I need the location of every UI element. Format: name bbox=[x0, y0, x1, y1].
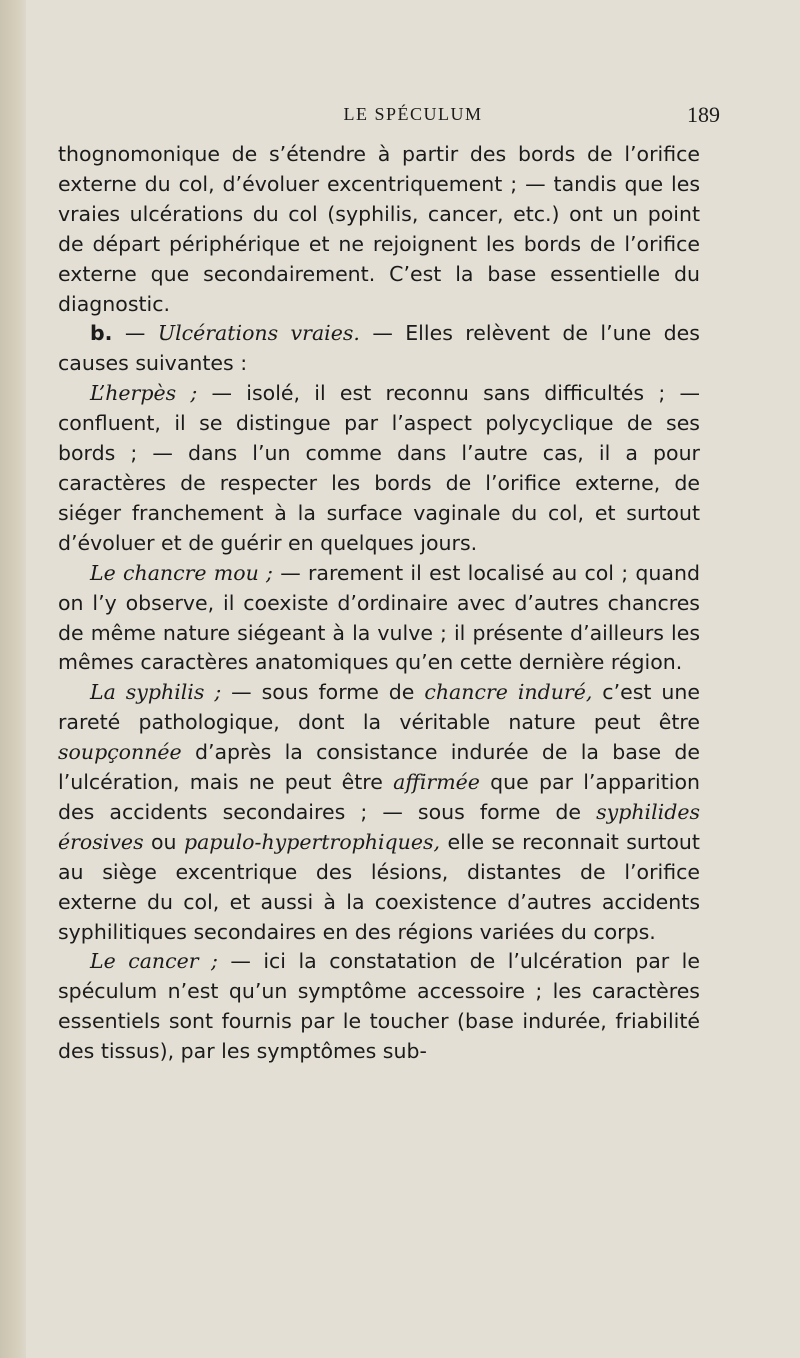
paragraph-text: thognomonique de s’étendre à partir des bords de l’orifice externe du col, d’évoluer excentriquement ; — tandis que les vraies ulcérations du col (syphilis, cancer, etc.) ont un point de départ périphérique et ne rejoignent les bords de l’orifice externe que secondairement. C’est la base essentielle du diagnostic. bbox=[58, 142, 700, 316]
page-gutter-shadow bbox=[0, 0, 26, 1358]
paragraph-text: — sous forme de bbox=[231, 680, 415, 705]
paragraph-lead: Le cancer ; bbox=[90, 949, 218, 974]
italic-term: soupçonnée bbox=[58, 740, 182, 765]
paragraph-text: elle se reconnait surtout au siège excentrique des lésions, distantes de l’orifice externe du col, et aussi à la coexistence d’autres accidents syphilitiques secondaires en des régions variées du corps. bbox=[58, 829, 700, 944]
paragraph-text: ou bbox=[151, 829, 177, 854]
paragraph-chancre-mou bbox=[58, 559, 700, 679]
paragraph-text: — Elles relèvent de l’une des causes suivantes : bbox=[58, 321, 700, 376]
running-title: LE SPÉCULUM bbox=[343, 104, 483, 124]
italic-term: chancre induré, bbox=[424, 680, 593, 705]
section-heading: Ulcérations vraies. bbox=[157, 321, 360, 346]
book-page bbox=[26, 0, 800, 1358]
paragraph-text: que par l’apparition des accidents secondaires ; — sous forme de bbox=[58, 770, 700, 824]
page-number: 189 bbox=[687, 102, 720, 127]
paragraph-lead: L’herpès ; bbox=[90, 381, 198, 406]
paragraph-text: — ici la constatation de l’ulcération par le spéculum n’est qu’un symptôme accessoire ; les caractères essentiels sont fournis par le toucher (base indurée, friabilité des tissus), par les symptômes sub- bbox=[58, 949, 700, 1064]
paragraph-text: — isolé, il est reconnu sans difficultés ; — confluent, il se distingue par l’aspect polycyclique de ses bords ; — dans l’un comme dans l’autre cas, il a pour caractères de respecter les bords de l’orifice externe, de siéger franchement à la surface vaginale du col, et surtout d’évoluer et de guérir en quelques jours. bbox=[58, 381, 700, 555]
paragraph-herpes bbox=[58, 379, 700, 558]
paragraph-syphilis bbox=[58, 678, 700, 947]
paragraph-text: d’après la consistance indurée de la base de l’ulcération, mais ne peut être bbox=[58, 740, 700, 795]
paragraph-lead: La syphilis ; bbox=[90, 680, 222, 705]
body-text bbox=[58, 140, 700, 1067]
paragraph-cancer bbox=[58, 947, 700, 1067]
italic-term: affirmée bbox=[393, 770, 480, 795]
paragraph-text: c’est une rareté pathologique, dont la véritable nature peut être bbox=[58, 680, 700, 735]
italic-term: syphilides érosives bbox=[58, 799, 700, 854]
section-label: b. bbox=[90, 321, 113, 346]
paragraph-lead: Le chancre mou ; bbox=[90, 560, 273, 585]
italic-term: papulo-hypertrophiques, bbox=[183, 829, 441, 854]
paragraph-intro bbox=[58, 140, 700, 319]
paragraph-section-b: b. — Ulcérations vraies. — Elles relèvent de l’une des causes suivantes : bbox=[58, 321, 700, 376]
paragraph-text: — rarement il est localisé au col ; quand on l’y observe, il coexiste d’ordinaire avec d’autres chancres de même nature siégeant à la vulve ; il présente d’ailleurs les mêmes caractères anatomiques qu’en cette dernière région. bbox=[58, 560, 700, 675]
page-header bbox=[26, 96, 800, 130]
